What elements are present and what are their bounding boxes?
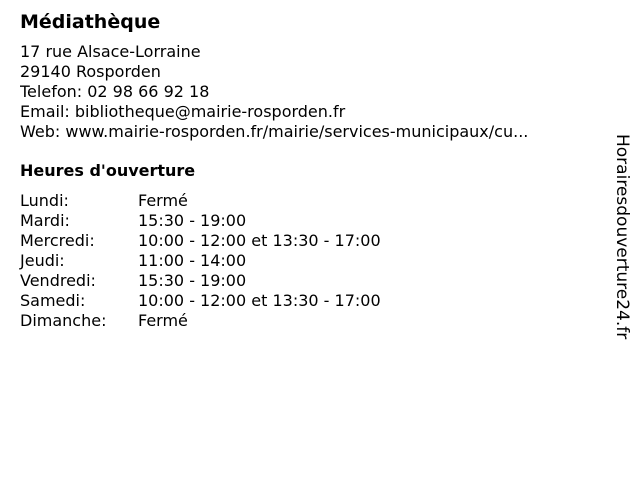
day-label: Mardi:	[20, 211, 70, 230]
phone-line: Telefon: 02 98 66 92 18	[20, 82, 210, 101]
site-brand-label: Horairesdouverture24.fr	[612, 134, 632, 340]
time-value: Fermé	[138, 191, 188, 210]
day-label: Dimanche:	[20, 311, 107, 330]
time-value: 10:00 - 12:00 et 13:30 - 17:00	[138, 291, 381, 310]
time-value: Fermé	[138, 311, 188, 330]
hours-row-vendredi	[20, 271, 600, 291]
time-value: 15:30 - 19:00	[138, 271, 247, 290]
day-label: Lundi:	[20, 191, 69, 210]
day-label: Mercredi:	[20, 231, 95, 250]
hours-row-dimanche	[20, 311, 600, 331]
time-value: 11:00 - 14:00	[138, 251, 247, 270]
address-street: 17 rue Alsace-Lorraine	[20, 42, 201, 61]
time-value: 10:00 - 12:00 et 13:30 - 17:00	[138, 231, 381, 250]
day-label: Vendredi:	[20, 271, 96, 290]
library-name: Médiathèque	[20, 11, 161, 33]
hours-row-lundi	[20, 191, 600, 211]
web-line: Web: www.mairie-rosporden.fr/mairie/services-municipaux/cu...	[20, 122, 529, 141]
email-line: Email: bibliotheque@mairie-rosporden.fr	[20, 102, 346, 121]
library-card	[20, 10, 600, 331]
address-city: 29140 Rosporden	[20, 62, 161, 81]
day-label: Jeudi:	[20, 251, 65, 270]
time-value: 15:30 - 19:00	[138, 211, 247, 230]
hours-row-samedi	[20, 291, 600, 311]
hours-row-jeudi	[20, 251, 600, 271]
hours-row-mercredi	[20, 231, 600, 251]
opening-hours-table	[20, 191, 600, 331]
hours-row-mardi	[20, 211, 600, 231]
day-label: Samedi:	[20, 291, 86, 310]
opening-hours-title: Heures d'ouverture	[20, 161, 196, 180]
